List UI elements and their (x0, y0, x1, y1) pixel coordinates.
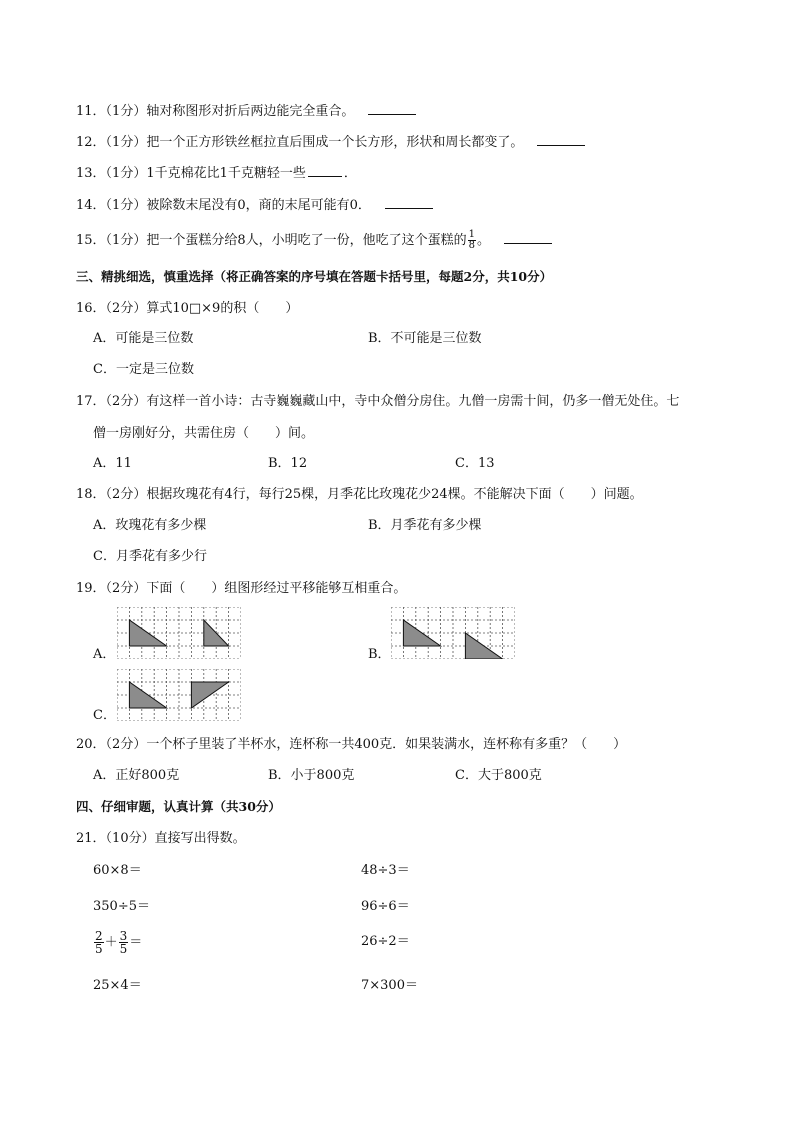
q16-option-c[interactable]: C．一定是三位数 (93, 362, 194, 377)
question-number: 14． (76, 198, 106, 213)
q16-option-b[interactable]: B．不可能是三位数 (368, 331, 482, 346)
section-4-heading: 四、仔细审题，认真计算（共30分） (76, 799, 281, 814)
question-score: （1分） (105, 135, 147, 150)
question-18 (76, 486, 643, 504)
question-score: （1分） (105, 104, 147, 119)
q17-option-c[interactable]: C．13 (455, 456, 495, 471)
answer-blank[interactable] (368, 102, 416, 115)
q19-option-c[interactable]: C． (93, 708, 116, 723)
question-number: 21． (76, 831, 106, 846)
question-19 (76, 580, 406, 598)
question-score: （1分） (105, 198, 147, 213)
question-16 (76, 300, 298, 318)
calc-item-8: 7×300＝ (361, 978, 418, 993)
q19-option-b[interactable]: B． (368, 647, 391, 662)
q18-option-a[interactable]: A．玫瑰花有多少棵 (93, 518, 207, 533)
question-text-end: ． (343, 166, 357, 181)
answer-blank[interactable] (504, 231, 552, 244)
calc-item-2: 48÷3＝ (361, 863, 410, 878)
question-text: 把一个正方形铁丝框拉直后围成一个长方形，形状和周长都变了。 (146, 135, 524, 150)
question-14 (76, 196, 433, 215)
q17-option-b[interactable]: B．12 (268, 456, 308, 471)
question-score: （2分） (105, 394, 147, 409)
q17-option-a[interactable]: A．11 (93, 456, 132, 471)
question-text: 有这样一首小诗：古寺巍巍藏山中，寺中众僧分房住。九僧一房需十间，仍多一僧无处住。七 (146, 394, 680, 409)
question-text: 一个杯子里装了半杯水，连杯称一共400克．如果装满水，连杯称有多重？（ ） (146, 737, 627, 752)
calc-item-6: 26÷2＝ (361, 934, 410, 949)
answer-blank[interactable] (308, 164, 342, 177)
fraction-denominator: 5 (119, 942, 128, 956)
question-text: 算式10□×9的积（ ） (146, 301, 299, 316)
q19-figure-b (391, 607, 515, 659)
triangle-shape (465, 633, 502, 659)
question-15 (76, 230, 552, 251)
q19-figure-c (117, 669, 241, 721)
question-score: （10分） (105, 831, 155, 846)
fraction-numerator: 3 (119, 929, 128, 943)
calc-item-1: 60×8＝ (93, 863, 142, 878)
question-score: （2分） (105, 737, 147, 752)
answer-blank[interactable] (385, 196, 433, 209)
calc-item-4: 96÷6＝ (361, 899, 410, 914)
equals-sign: ＝ (129, 935, 143, 950)
question-text: 轴对称图形对折后两边能完全重合。 (146, 104, 355, 119)
q20-option-b[interactable]: B．小于800克 (268, 768, 355, 783)
question-score: （2分） (105, 301, 147, 316)
question-number: 16． (76, 301, 106, 316)
question-text: 下面（ ）组图形经过平移能够互相重合。 (146, 581, 407, 596)
question-number: 18． (76, 487, 106, 502)
q19-option-a[interactable]: A． (93, 647, 116, 662)
question-number: 19． (76, 581, 106, 596)
fraction-two-fifths (94, 930, 104, 955)
question-text: 1千克棉花比1千克糖轻一些 (146, 166, 306, 181)
question-number: 20． (76, 737, 106, 752)
fraction-one-eighth (468, 230, 476, 251)
question-number: 12． (76, 135, 106, 150)
fraction-denominator: 8 (468, 240, 475, 251)
calc-item-3: 350÷5＝ (93, 899, 150, 914)
answer-blank[interactable] (537, 133, 585, 146)
question-score: （1分） (105, 233, 147, 248)
question-11 (76, 102, 416, 121)
question-text: 直接写出得数。 (154, 831, 246, 846)
question-number: 11． (76, 104, 106, 119)
fraction-three-fifths (119, 930, 129, 955)
question-text: 根据玫瑰花有4行，每行25棵，月季花比玫瑰花少24棵。不能解决下面（ ）问题。 (146, 487, 643, 502)
question-17 (76, 393, 679, 411)
q19-figure-a (117, 607, 241, 659)
q16-option-a[interactable]: A．可能是三位数 (93, 331, 194, 346)
question-number: 15． (76, 233, 106, 248)
question-text: 把一个蛋糕分给8人，小明吃了一份，他吃了这个蛋糕的 (146, 233, 467, 248)
question-17-line2: 僧一房刚好分，共需住房（ ）间。 (93, 426, 315, 441)
fraction-numerator: 2 (95, 929, 103, 943)
q20-option-a[interactable]: A．正好800克 (93, 768, 180, 783)
calc-item-7: 25×4＝ (93, 978, 142, 993)
plus-sign: ＋ (104, 935, 118, 950)
question-12 (76, 133, 585, 152)
q20-option-c[interactable]: C．大于800克 (455, 768, 542, 783)
question-20 (76, 736, 626, 754)
question-number: 13． (76, 166, 106, 181)
q18-option-b[interactable]: B．月季花有多少棵 (368, 518, 482, 533)
question-text: 被除数末尾没有0，商的末尾可能有0． (146, 198, 371, 213)
q18-option-c[interactable]: C．月季花有多少行 (93, 549, 207, 564)
question-13 (76, 164, 357, 183)
question-number: 17． (76, 394, 106, 409)
section-3-heading: 三、精挑细选，慎重选择（将正确答案的序号填在答题卡括号里，每题2分，共10分） (76, 269, 553, 284)
question-21 (76, 830, 246, 848)
fraction-numerator: 1 (468, 229, 475, 240)
triangle-shape (191, 682, 228, 708)
question-score: （2分） (105, 581, 147, 596)
question-text-end: 。 (476, 233, 490, 248)
question-score: （1分） (105, 166, 147, 181)
fraction-denominator: 5 (95, 942, 103, 956)
question-score: （2分） (105, 487, 147, 502)
calc-item-5 (93, 930, 142, 955)
